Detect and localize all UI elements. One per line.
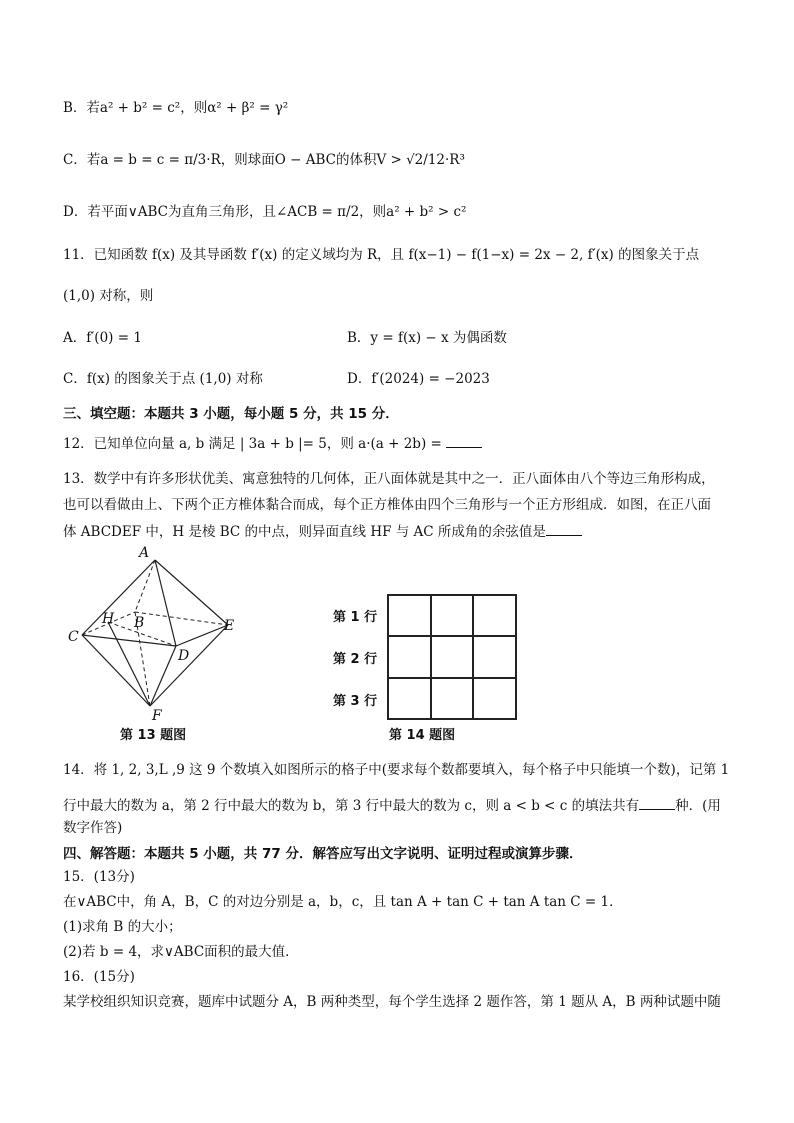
label-d: D — [178, 648, 190, 664]
row-label-2: 第 2 行 — [333, 652, 378, 667]
grid-cell — [431, 595, 474, 636]
q10-option-d: D．若平面∨ABC为直角三角形，且∠ACB = π/2，则a² + b² > c² — [63, 204, 467, 220]
q11-stem-line2: (1,0) 对称，则 — [63, 288, 154, 304]
q13-line3-wrap — [63, 521, 742, 542]
edge-ab-hidden — [135, 560, 155, 612]
q15-part1: (1)求角 B 的大小； — [63, 919, 182, 935]
q16-stem: 某学校组织知识竞赛，题库中试题分 A，B 两种类型，每个学生选择 2 题作答，第 1 题从 A，B 两种试题中随 — [63, 994, 721, 1010]
figure13-octahedron — [60, 540, 260, 740]
label-c: C — [68, 629, 79, 645]
label-h: H — [102, 611, 115, 627]
edge-be-hidden — [135, 612, 228, 625]
figure13-caption: 第 13 题图 — [120, 728, 187, 743]
q11-option-a: A．f′(0) = 1 — [63, 330, 142, 346]
q13-answer-blank — [546, 521, 582, 536]
figure14-caption: 第 14 题图 — [389, 728, 456, 743]
row-label-1: 第 1 行 — [333, 610, 378, 625]
section4-heading: 四、解答题：本题共 5 小题，共 77 分．解答应写出文字说明、证明过程或演算步骤． — [63, 846, 583, 862]
q15-head: 15．(13分) — [63, 869, 135, 885]
q15-stem: 在∨ABC中，角 A，B，C 的对边分别是 a，b，c，且 tan A + tan C + tan A tan C = 1． — [63, 894, 623, 910]
grid-cell — [388, 636, 431, 677]
edge-ef — [150, 625, 228, 706]
q10-option-b: B．若a² + b² = c²，则α² + β² = γ² — [63, 100, 289, 116]
q14-answer-blank — [639, 795, 675, 810]
label-a: A — [139, 545, 150, 561]
q16-head: 16．(15分) — [63, 969, 135, 985]
edge-cf — [82, 635, 150, 706]
edge-ad — [155, 560, 176, 646]
q13-line1: 13．数学中有许多形状优美、寓意独特的几何体，正八面体就是其中之一．正八面体由八个等边三角形构成， — [63, 471, 715, 487]
q12-stem: 12．已知单位向量 a, b 满足 | 3a + b |= 5，则 a·(a + 2b) = — [63, 436, 447, 452]
q14-line2-tail: 种．(用 — [675, 798, 721, 814]
grid-cell — [431, 636, 474, 677]
grid-cell — [473, 636, 516, 677]
q11-option-c: C．f(x) 的图象关于点 (1,0) 对称 — [63, 371, 263, 387]
q14-line2 — [63, 795, 742, 816]
q14-line2-text: 行中最大的数为 a，第 2 行中最大的数为 b，第 3 行中最大的数为 c，则 a < b < c 的填法共有 — [63, 798, 640, 814]
figure14-grid — [387, 594, 517, 720]
q14-line3: 数字作答) — [63, 820, 123, 836]
grid-cell — [473, 678, 516, 719]
grid-cell — [473, 595, 516, 636]
q11-option-b: B．y = f(x) − x 为偶函数 — [347, 330, 507, 346]
row-label-3: 第 3 行 — [333, 694, 378, 709]
edge-df — [150, 646, 176, 706]
q10-option-c: C．若a = b = c = π/3·R，则球面O − ABC的体积V > √2/12·R³ — [63, 152, 465, 168]
label-b: B — [134, 615, 145, 631]
grid-cell — [431, 678, 474, 719]
q11-stem-line1: 11．已知函数 f(x) 及其导函数 f′(x) 的定义域均为 R，且 f(x−1) − f(1−x) = 2x − 2, f′(x) 的图象关于点 — [63, 247, 700, 263]
edge-de — [176, 625, 228, 646]
grid-cell — [388, 595, 431, 636]
grid-cell — [388, 678, 431, 719]
q14-line1: 14．将 1, 2, 3,L ,9 这 9 个数填入如图所示的格子中(要求每个数都要填入，每个格子中只能填一个数)，记第 1 — [63, 762, 730, 778]
label-f: F — [152, 708, 162, 724]
q15-part2: (2)若 b = 4，求∨ABC面积的最大值． — [63, 944, 299, 960]
label-e: E — [224, 618, 235, 634]
q12-text — [63, 433, 742, 454]
section3-heading: 三、填空题：本题共 3 小题，每小题 5 分，共 15 分． — [63, 406, 399, 422]
q11-option-d: D．f′(2024) = −2023 — [347, 371, 490, 387]
q12-answer-blank — [446, 433, 482, 448]
q13-line3: 体 ABCDEF 中，H 是棱 BC 的中点，则异面直线 HF 与 AC 所成角的余弦值是 — [63, 524, 546, 540]
edge-ae — [155, 560, 228, 625]
q13-line2: 也可以看做由上、下两个正方椎体黏合而成，每个正方椎体由四个三角形与一个正方形组成．如图，在正八面 — [63, 497, 711, 513]
